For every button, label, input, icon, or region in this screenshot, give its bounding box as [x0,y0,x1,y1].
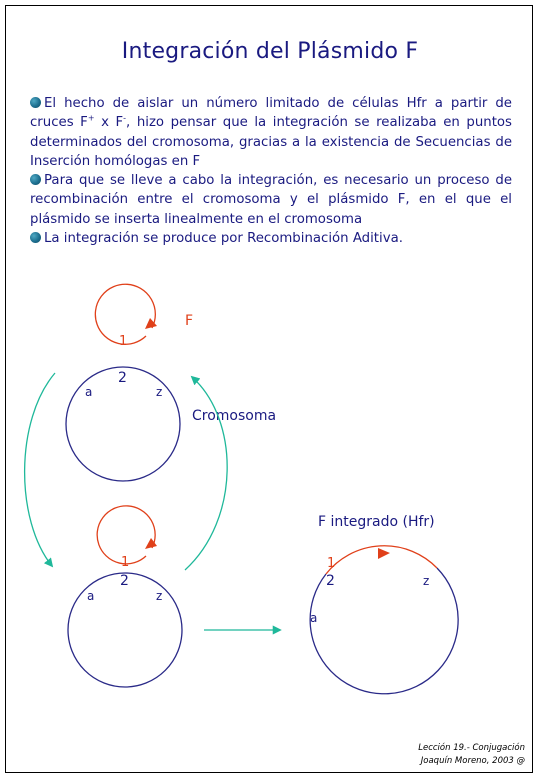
integrated-f-arrowhead-icon [378,548,390,559]
hfr-site-2-label: 2 [326,573,335,589]
plasmid-site-1-label: 1 [119,334,128,349]
free-plasmid [95,284,157,349]
chromosome-site-z-label: z [156,385,163,399]
hfr-site-a-label: a [310,611,318,625]
left-curved-arrow-icon [25,373,55,566]
chromosome-site-2-label: 2 [120,573,129,589]
chromosome-label: Cromosoma [192,408,277,424]
bullet-1-text-a: El hecho de aislar un número limitado de células Hfr a partir de cruces F [30,96,512,131]
plasmid-site-1-label: 1 [121,555,130,570]
chromosome-site-2-label: 2 [118,370,127,386]
right-curved-arrow-icon [185,377,227,570]
top-chromosome [66,367,180,481]
footer-line-2: Joaquín Moreno, 2003 @ [420,756,525,766]
chromosome-site-a-label: a [87,589,95,603]
chromosome-site-z-label: z [156,589,163,603]
integrated-f-label: F integrado (Hfr) [318,514,435,530]
paired-plasmid [97,506,157,570]
slide-title: Integración del Plásmido F [121,39,419,64]
footer-credit [418,742,525,768]
bullet-1-sup-plus: + [87,113,95,123]
bullet-2-text: Para que se lleve a cabo la integración, es necesario un proceso de recombinación entre el cromosoma y el plásmido F, en el que el plásmido se inserta linealmente en el cromosoma [30,173,512,227]
bullet-3-text: La integración se produce por Recombinación Aditiva. [44,231,403,247]
hfr-site-z-label: z [423,574,430,588]
bottom-chromosome [68,573,182,687]
chromosome-site-a-label: a [85,385,93,399]
footer-line-1: Lección 19.- Conjugación [418,743,525,753]
chromosome-ring [68,573,182,687]
f-plasmid-label: F [185,313,194,329]
bullet-1-text-c: , hizo pensar que la integración se realizaba en puntos determinados del cromosoma, gracias a la existencia de Secuencias de Inserción homólogas en F [30,115,512,169]
bullet-1-text-b: x F [94,115,124,131]
hfr-chromosome [310,546,458,694]
hfr-site-1-label: 1 [327,556,336,571]
bullet-1-sup-minus: - [123,113,127,123]
